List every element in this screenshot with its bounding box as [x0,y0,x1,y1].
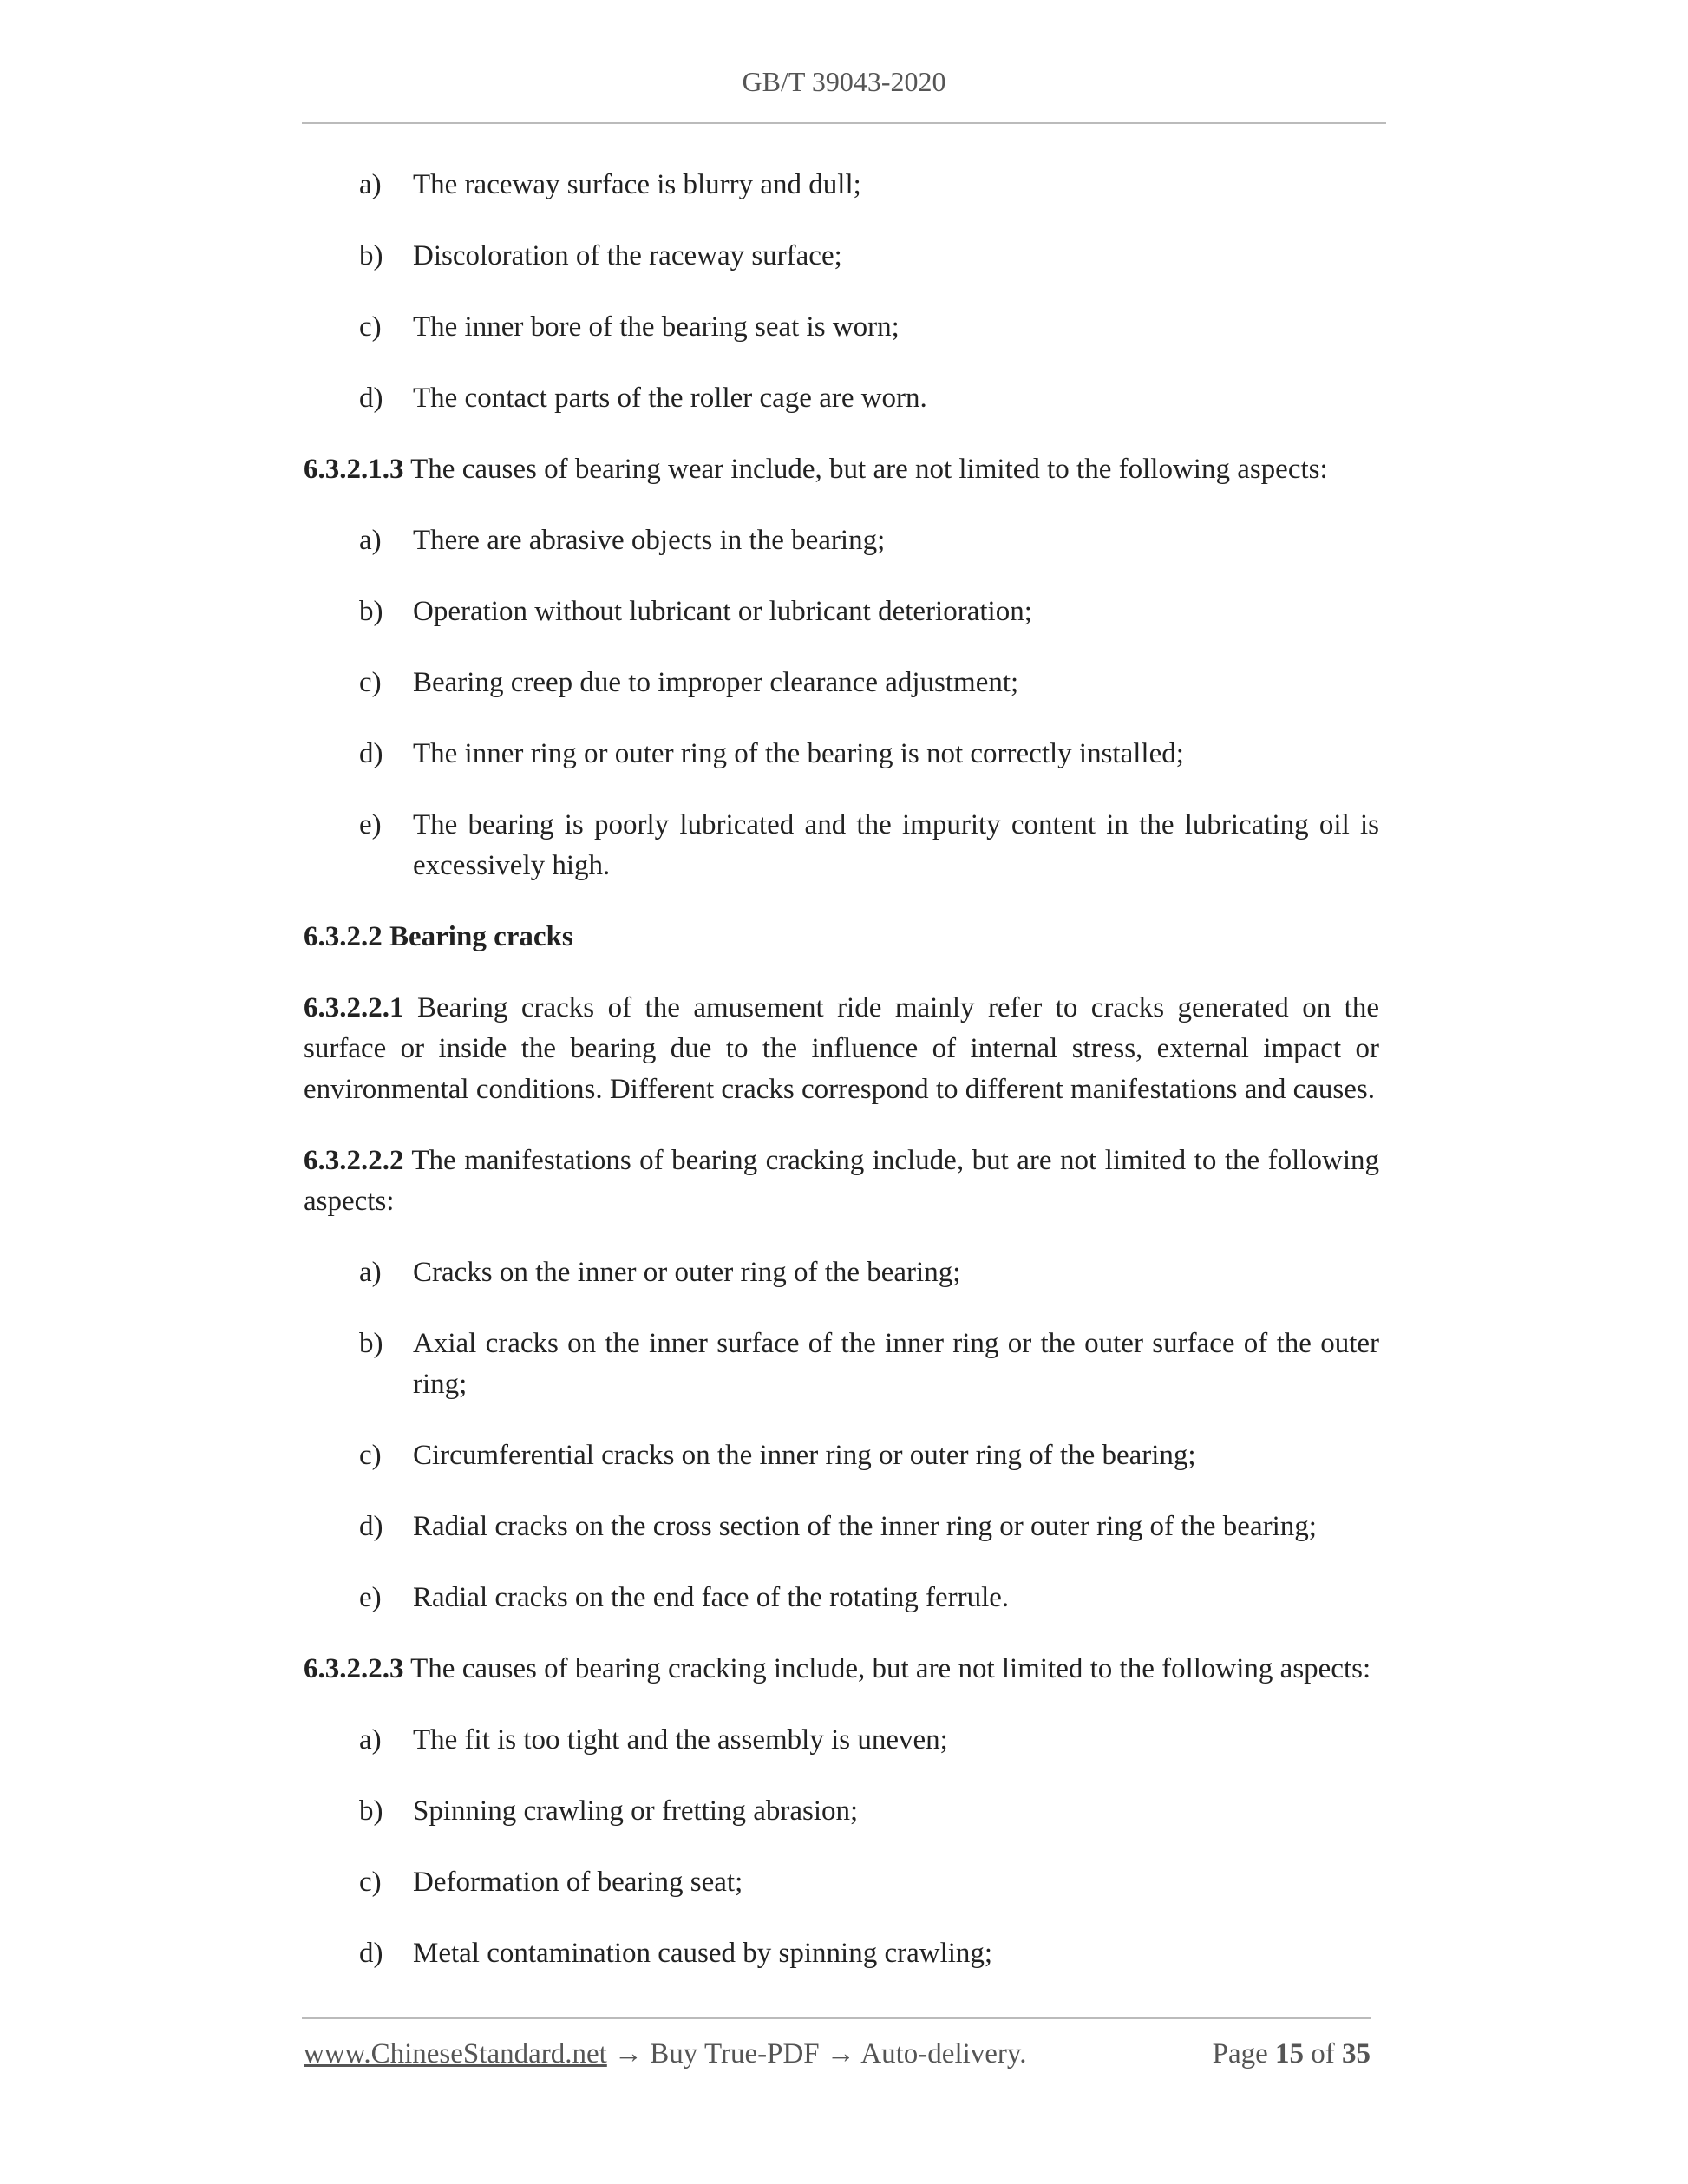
clause-text: The causes of bearing cracking include, but are not limited to the following aspects: [403,1653,1371,1684]
list-item [304,1507,1379,1547]
list-item-marker: e) [359,1582,382,1613]
list-item-text: Axial cracks on the inner surface of the inner ring or the outer surface of the outer ring; [413,1328,1379,1400]
list-item-text: The bearing is poorly lubricated and the impurity content in the lubricating oil is excessively high. [413,809,1379,881]
list-item-text: Discoloration of the raceway surface; [413,240,842,271]
list-item [304,1324,1379,1405]
clause-number: 6.3.2.2.1 [304,992,404,1023]
footer-promo [304,2038,1027,2070]
list-item-marker: b) [359,1795,383,1827]
list-item [304,520,1379,561]
list-item-marker: c) [359,311,382,343]
list-item-marker: a) [359,169,382,200]
page-footer [304,2038,1371,2082]
list-item-text: Operation without lubricant or lubricant deterioration; [413,596,1032,627]
list-item-text: Deformation of bearing seat; [413,1867,743,1898]
list-item-text: Circumferential cracks on the inner ring or outer ring of the bearing; [413,1440,1196,1471]
list-item [304,1933,1379,1974]
list-item [304,663,1379,703]
clause-6-3-2-1-3 [304,449,1379,490]
list-item-marker: d) [359,738,383,769]
page-header-title: GB/T 39043-2020 [742,66,946,97]
list-item-marker: a) [359,1257,382,1288]
list-item-text: Metal contamination caused by spinning crawling; [413,1938,993,1969]
clause-6-3-2-2-1 [304,988,1379,1110]
list-item-marker: c) [359,1867,382,1898]
list-item-marker: a) [359,1724,382,1756]
list-item [304,378,1379,419]
list-item-marker: b) [359,596,383,627]
list-item [304,307,1379,348]
list-item [304,1720,1379,1761]
list-item-text: Radial cracks on the end face of the rotating ferrule. [413,1582,1010,1613]
footer-promo-text: → Buy True-PDF → Auto-delivery. [606,2038,1027,2070]
website-link[interactable]: www.ChineseStandard.net [304,2038,607,2070]
list-item [304,1252,1379,1293]
clause-number: 6.3.2.2.3 [304,1653,404,1684]
list-item-text: Bearing creep due to improper clearance adjustment; [413,667,1019,698]
crack-manifestations-list [304,1252,1379,1618]
section-heading-bearing-cracks: 6.3.2.2 Bearing cracks [304,921,573,952]
list-item-text: Radial cracks on the cross section of the inner ring or outer ring of the bearing; [413,1511,1317,1542]
list-item-marker: d) [359,1511,383,1542]
current-page-number: 15 [1275,2038,1304,2070]
list-item-marker: b) [359,1328,383,1359]
list-item-text: The raceway surface is blurry and dull; [413,169,861,200]
clause-6-3-2-2-2 [304,1141,1379,1222]
header-divider [302,122,1386,124]
list-item [304,1435,1379,1476]
clause-number: 6.3.2.2.2 [304,1145,404,1176]
list-item-text: The inner bore of the bearing seat is worn; [413,311,900,343]
list-item-text: There are abrasive objects in the bearing; [413,525,886,556]
list-item-marker: b) [359,240,383,271]
wear-causes-list [304,520,1379,886]
list-item-marker: e) [359,809,382,840]
wear-manifestations-list [304,165,1379,419]
list-item [304,1578,1379,1618]
total-pages: 35 [1342,2038,1371,2070]
crack-causes-list [304,1720,1379,1974]
list-item-marker: a) [359,525,382,556]
list-item [304,805,1379,886]
of-label: of [1311,2038,1335,2070]
list-item [304,592,1379,632]
list-item-text: The contact parts of the roller cage are worn. [413,383,927,414]
list-item-marker: d) [359,383,383,414]
list-item [304,165,1379,206]
document-body [304,165,1379,2004]
list-item-text: The fit is too tight and the assembly is uneven; [413,1724,948,1756]
list-item-text: The inner ring or outer ring of the bearing is not correctly installed; [413,738,1184,769]
list-item [304,1791,1379,1832]
list-item [304,1862,1379,1903]
list-item-text: Cracks on the inner or outer ring of the bearing; [413,1257,961,1288]
list-item [304,236,1379,277]
clause-text: The manifestations of bearing cracking include, but are not limited to the following aspects: [304,1145,1379,1217]
clause-6-3-2-2-3 [304,1649,1379,1690]
clause-text: The causes of bearing wear include, but are not limited to the following aspects: [403,454,1328,485]
clause-number: 6.3.2.1.3 [304,454,404,485]
page-indicator [1213,2038,1371,2070]
list-item-marker: c) [359,667,382,698]
list-item [304,734,1379,775]
page-label: Page [1212,2038,1268,2070]
clause-text: Bearing cracks of the amusement ride mainly refer to cracks generated on the surface or inside the bearing due to the influence of internal stress, external impact or environmental conditions. Different cracks correspond to different manifestations and causes. [304,992,1379,1105]
list-item-marker: d) [359,1938,383,1969]
footer-divider [302,2017,1371,2019]
list-item-marker: c) [359,1440,382,1471]
list-item-text: Spinning crawling or fretting abrasion; [413,1795,859,1827]
